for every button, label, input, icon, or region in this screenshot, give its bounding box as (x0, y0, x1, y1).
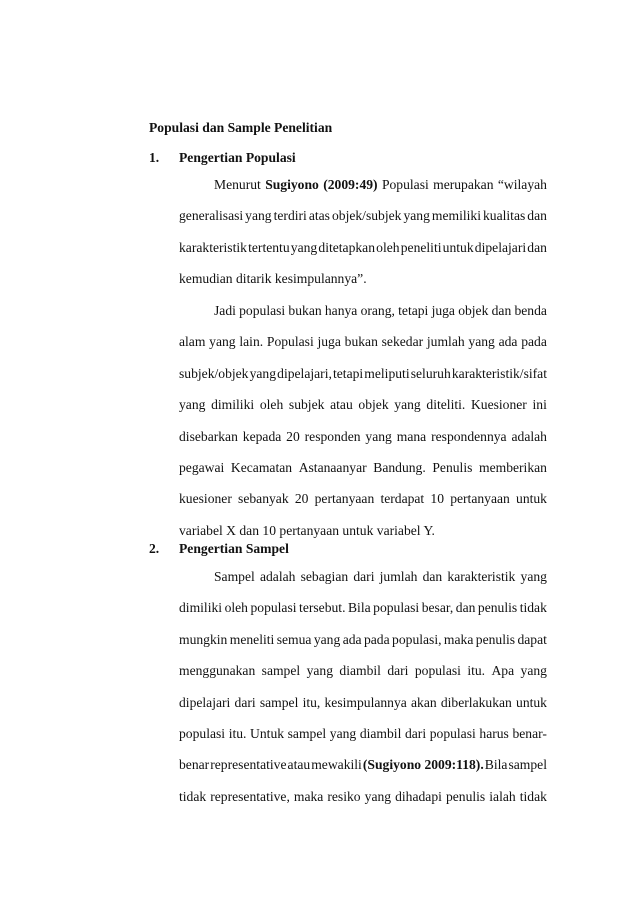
word: penulis (475, 631, 516, 647)
word: dari (353, 569, 375, 584)
word: Bandung. (373, 459, 426, 475)
word: pegawai (179, 459, 225, 475)
word: karakteristik/sifat (451, 365, 547, 381)
word: yang (364, 788, 392, 804)
word: kuesioner (179, 491, 232, 507)
word: itu, (302, 694, 321, 710)
word: itu. (228, 725, 247, 741)
word: dapat (517, 631, 547, 647)
word: yang (329, 725, 357, 741)
word: terdapat (380, 491, 425, 507)
paragraph-line (179, 295, 547, 326)
word: yang (306, 663, 333, 679)
word: Kecamatan (230, 459, 293, 475)
word: representative (210, 757, 287, 773)
word: tidak (519, 600, 547, 616)
word: semua (276, 631, 312, 647)
word: harus (479, 725, 509, 741)
word: tetapi (332, 365, 364, 381)
word: pertanyaan (450, 491, 510, 507)
word: orang, (360, 303, 395, 318)
word: (2009:49) (323, 177, 378, 192)
word: populasi (429, 725, 476, 741)
word: populasi, (392, 631, 442, 647)
word: ada (498, 334, 518, 350)
word: dari (387, 663, 409, 679)
word: populasi (179, 725, 226, 741)
word: bukan (288, 303, 322, 318)
word: menggunakan (179, 663, 256, 679)
word: itu. (467, 663, 486, 679)
paragraph-line (179, 749, 547, 780)
word: pada (363, 631, 390, 647)
section-2-title: Pengertian Sampel (179, 541, 289, 556)
word: diteliti. (426, 397, 466, 413)
word: adalah (259, 569, 296, 584)
word: Populasi (266, 334, 314, 350)
section-1-paragraph-1 (179, 169, 547, 295)
paragraph-line (179, 561, 547, 592)
word: atau (330, 397, 353, 413)
word: dihadapi (395, 788, 442, 804)
word: yang (394, 397, 421, 413)
paragraph-line (179, 687, 547, 718)
word: kepada (242, 428, 282, 444)
word: dan (491, 303, 512, 318)
word: mewakili (311, 757, 362, 773)
paragraph-line (179, 389, 547, 420)
word: untuk (516, 491, 547, 507)
word: hanya (324, 303, 358, 318)
word: dipelajari, (277, 365, 332, 381)
word: objek (458, 303, 489, 318)
paragraph-line (179, 655, 547, 686)
word: populasi (239, 303, 286, 318)
word: tertentu (248, 239, 290, 255)
word: tidak (179, 788, 207, 804)
word: diambil (359, 725, 402, 741)
section-2-paragraph-1 (179, 561, 547, 812)
word: benar- (512, 725, 547, 741)
word: sampel (259, 694, 299, 710)
word: pada (521, 334, 547, 350)
word: subjek/objek (179, 365, 249, 381)
word: penulis (477, 600, 518, 616)
word: “wilayah (497, 177, 547, 192)
word: jumlah (379, 569, 418, 584)
word: diambil (339, 663, 381, 679)
word: mana (396, 428, 427, 444)
word: Bila (347, 600, 371, 616)
word: meneliti (229, 631, 275, 647)
word: benar (179, 757, 210, 773)
word: maka (443, 631, 474, 647)
word: atas (308, 208, 330, 224)
word: dipelajari (474, 239, 527, 255)
paragraph-line (179, 232, 547, 263)
paragraph-line (179, 781, 547, 812)
section-1-title: Pengertian Populasi (179, 150, 296, 165)
paragraph-line (179, 263, 547, 294)
word: dari (404, 725, 427, 741)
word: ada (342, 631, 362, 647)
word: besar, (421, 600, 454, 616)
word: objek (358, 397, 389, 413)
section-1-paragraph-2 (179, 295, 547, 546)
word: Apa (491, 663, 515, 679)
word: variabel X dan 10 pertanyaan untuk variabel Y. (179, 522, 435, 538)
paragraph-line (179, 326, 547, 357)
word: ialah (489, 788, 516, 804)
word: yang (313, 631, 341, 647)
paragraph-line (179, 452, 547, 483)
word: jumlah (426, 334, 465, 350)
word: merupakan (433, 177, 494, 192)
word: dipelajari (179, 694, 231, 710)
word: meliputi (364, 365, 410, 381)
word: kualitas (482, 208, 526, 224)
document-title: Populasi dan Sample Penelitian (149, 120, 333, 135)
word: yang (403, 208, 430, 224)
word: sampel (508, 757, 547, 773)
word: karakteristik (179, 239, 247, 255)
word: diberlakukan (440, 694, 512, 710)
word: Untuk (250, 725, 285, 741)
word: populasi (373, 600, 420, 616)
word: objek/subjek (331, 208, 402, 224)
word: juga (317, 334, 341, 350)
word: Kuesioner (470, 397, 527, 413)
word: resiko (327, 788, 361, 804)
word: (Sugiyono 2009:118). (362, 757, 484, 773)
word: kesimpulannya (324, 694, 407, 710)
word: yang (290, 239, 318, 255)
word: tidak (519, 788, 547, 804)
word: yang (249, 365, 277, 381)
word: juga (431, 303, 455, 318)
word: penulis (445, 788, 486, 804)
word: sampel (261, 663, 301, 679)
section-2-number: 2. (149, 541, 160, 556)
word: representative, (210, 788, 290, 804)
word: lain. (239, 334, 264, 350)
word: oleh (259, 397, 284, 413)
word: dari (234, 694, 256, 710)
word: benda (514, 303, 547, 318)
word: Bila (484, 757, 508, 773)
paragraph-line (179, 169, 547, 200)
word: akan (411, 694, 437, 710)
word: dan (455, 600, 476, 616)
word: dan (527, 239, 547, 255)
word: dimiliki (211, 397, 255, 413)
word: populasi (414, 663, 461, 679)
word: Sugiyono (265, 177, 319, 192)
paragraph-line (179, 624, 547, 655)
section-1-heading (149, 150, 296, 166)
word: oleh (224, 600, 248, 616)
word: sekedar (381, 334, 424, 350)
word: alam (179, 334, 206, 350)
word: ini (532, 397, 547, 413)
word: dan (422, 569, 443, 584)
word: populasi (250, 600, 297, 616)
word: disebarkan (179, 428, 238, 444)
word: 20 (294, 491, 309, 507)
word: yang (209, 334, 236, 350)
word: adalah (511, 428, 547, 444)
word: yang (365, 428, 392, 444)
word: Jadi (214, 303, 236, 318)
paragraph-line (179, 358, 547, 389)
word: memberikan (479, 459, 547, 475)
word: ditetapkan (318, 239, 376, 255)
word: tersebut. (299, 600, 346, 616)
word: untuk (442, 239, 474, 255)
word: sebagian (300, 569, 349, 584)
word: untuk (516, 694, 547, 710)
word: Menurut (214, 177, 261, 192)
word: sebanyak (238, 491, 289, 507)
word: yang (179, 397, 206, 413)
word: terdiri (273, 208, 307, 224)
word: yang (520, 663, 547, 679)
word: atau (287, 757, 311, 773)
word: pertanyaan (314, 491, 375, 507)
word: kemudian ditarik kesimpulannya”. (179, 271, 367, 287)
word: responden (304, 428, 361, 444)
word: Penulis (432, 459, 473, 475)
word: yang (468, 334, 495, 350)
word: sampel (287, 725, 327, 741)
word: oleh (376, 239, 400, 255)
word: maka (293, 788, 324, 804)
word: dan (527, 208, 547, 224)
word: 10 (430, 491, 444, 507)
word: Astanaanyar (298, 459, 367, 475)
paragraph-line (179, 718, 547, 749)
word: respondennya (431, 428, 507, 444)
section-1-number: 1. (149, 150, 160, 165)
paragraph-line (179, 483, 547, 514)
paragraph-line (179, 592, 547, 623)
word: bukan (344, 334, 378, 350)
word: mungkin (179, 631, 228, 647)
word: generalisasi (179, 208, 244, 224)
word: subjek (288, 397, 325, 413)
paragraph-line (179, 200, 547, 231)
section-2-heading (149, 541, 289, 557)
word: dimiliki (179, 600, 223, 616)
paragraph-line (179, 421, 547, 452)
word: peneliti (400, 239, 442, 255)
word: seluruh (410, 365, 451, 381)
word: memiliki (431, 208, 481, 224)
word: tetapi (398, 303, 429, 318)
word: Populasi (381, 177, 429, 192)
word: 20 (286, 428, 300, 444)
word: Sampel (214, 569, 255, 584)
word: karakteristik (447, 569, 516, 584)
word: yang (245, 208, 272, 224)
word: yang (520, 569, 547, 584)
